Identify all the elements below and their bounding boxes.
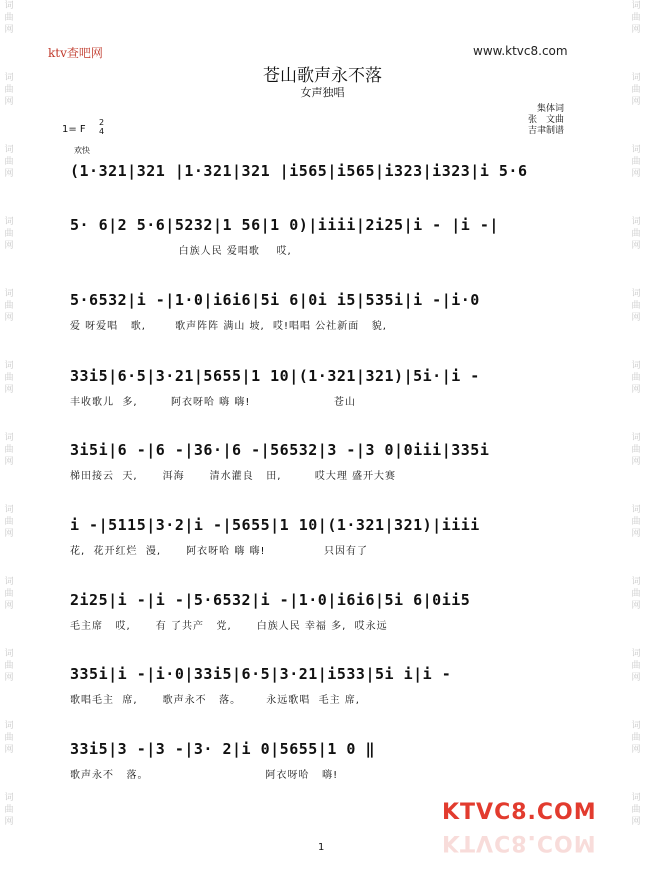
- notation-line: (1·321|321 |1·321|321 |i565|i565|i323|i323|i 5·6: [70, 162, 528, 180]
- lyrics-line: 毛主席 哎, 有 了共产 党, 白族人民 幸福 多, 哎永远: [70, 621, 388, 632]
- notation-line: 335i|i -|i·0|33i5|6·5|3·21|i533|5i i|i -: [70, 665, 452, 683]
- lyrics-line: 白族人民 爱唱歌 哎,: [70, 246, 292, 257]
- notation-line: 33i5|6·5|3·21|5655|1 10|(1·321|321)|5i·|i -: [70, 367, 480, 385]
- song-subtitle: 女声独唱: [300, 86, 345, 99]
- lyrics-line: 花, 花开红烂 漫, 阿衣呀哈 嗨 嗨! 只因有了: [70, 546, 369, 557]
- tempo-marking: 欢快: [74, 146, 90, 155]
- site-name-left: ktv查吧网: [48, 46, 103, 60]
- lyrics-line: 梯田接云 天, 洱海 清水灌良 田, 哎大理 盛开大赛: [70, 471, 397, 482]
- ktvc8-logo-reflection: KTVC8.COM: [442, 830, 597, 855]
- lyrics-line: 歌唱毛主 席, 歌声永不 落。 永远歌唱 毛主 席,: [70, 695, 360, 706]
- credits: 集体词 张 文曲 吉聿制谱: [528, 104, 565, 136]
- notation-line: i -|5115|3·2|i -|5655|1 10|(1·321|321)|iiii: [70, 516, 480, 534]
- ktvc8-logo: KTVC8.COM: [442, 800, 597, 825]
- song-title: 苍山歌声永不落: [263, 66, 382, 86]
- lyrics-line: 丰收歌儿 多, 阿衣呀哈 嗨 嗨! 苍山: [70, 397, 356, 408]
- watermark-left: 词 曲 网 词 曲 网 词 曲 网 词 曲 网 词 曲 网 词 曲 网 词 曲 网 词 曲 网 词 曲 网 词 曲 网 词 曲 网 词 曲 网: [4, 1, 14, 827]
- site-url-right: www.ktvc8.com: [473, 44, 568, 58]
- watermark-right: 词 曲 网 词 曲 网 词 曲 网 词 曲 网 词 曲 网 词 曲 网 词 曲 网 词 曲 网 词 曲 网 词 曲 网 词 曲 网 词 曲 网: [631, 1, 641, 827]
- lyrics-line: 爱 呀爱唱 歌, 歌声阵阵 满山 坡, 哎!唱唱 公社新面 貌,: [70, 321, 387, 332]
- key-signature: 1= F: [62, 124, 86, 135]
- time-signature: 2 4: [99, 118, 105, 136]
- lyrics-line: 歌声永不 落。 阿衣呀哈 嗨!: [70, 770, 339, 781]
- notation-line: 3i5i|6 -|6 -|36·|6 -|56532|3 -|3 0|0iii|335i: [70, 441, 490, 459]
- page-number: 1: [318, 842, 325, 853]
- notation-line: 5· 6|2 5·6|5232|1 56|1 0)|iiii|2i25|i - |i -|: [70, 216, 499, 234]
- notation-line: 33i5|3 -|3 -|3· 2|i 0|5655|1 0 ‖: [70, 740, 375, 758]
- notation-line: 5·6532|i -|1·0|i6i6|5i 6|0i i5|535i|i -|i·0: [70, 291, 480, 309]
- notation-line: 2i25|i -|i -|5·6532|i -|1·0|i6i6|5i 6|0ii5: [70, 591, 471, 609]
